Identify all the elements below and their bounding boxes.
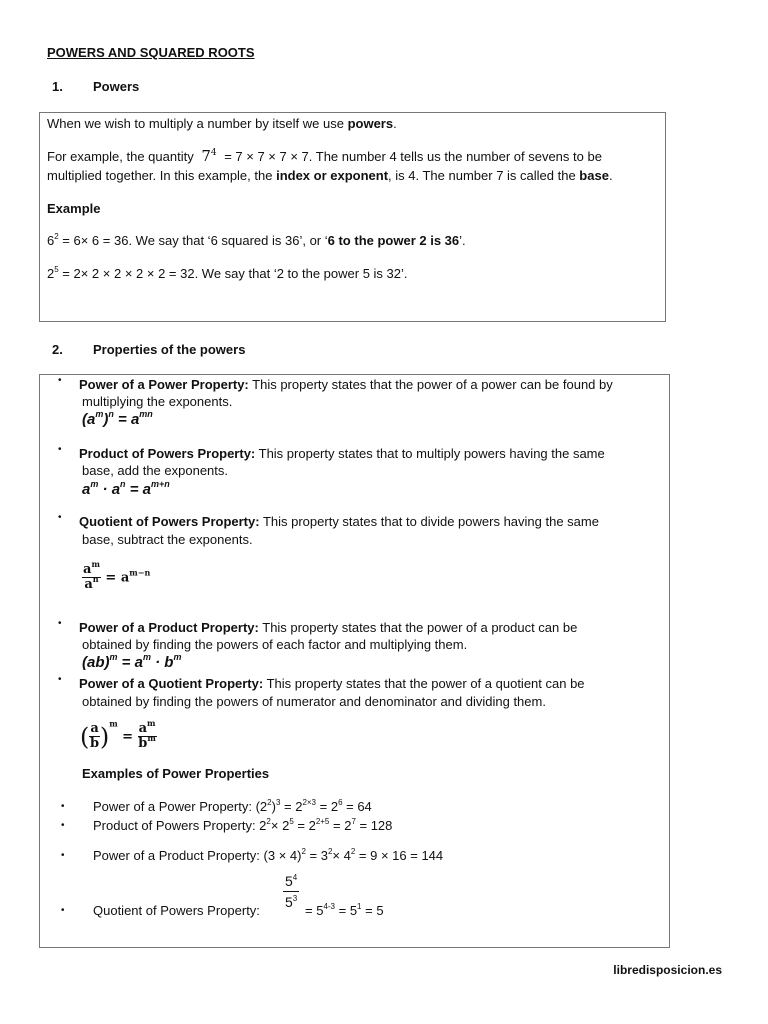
example-power-of-power: Power of a Power Property: $(2^2)^3 = 2^{2\times 3} = 2^6 = 64$ [93, 798, 372, 814]
example-quotient-of-powers-label: Quotient of Powers Property: [93, 903, 260, 918]
property-product-of-powers: Product of Powers Property: This property states that to multiply powers having the same [79, 446, 605, 461]
section-2-label: Properties of the powers [93, 342, 246, 357]
bullet: • [58, 512, 62, 523]
example-six-squared: $6^2 = 6\times 6 = 36$. We say that ‘6 squared is 36’, or ‘6 to the power 2 is 36’. [47, 232, 466, 248]
example-quotient-of-powers-formula: $\frac{5^4}{5^3}$ [285, 873, 298, 911]
property-power-of-product: Power of a Product Property: This property states that the power of a product can be [79, 620, 578, 635]
formula-product-of-powers: $a^m \cdot a^n = a^{m+n}$ [82, 479, 170, 498]
example-power-of-product: Power of a Product Property: $(3 \times 4)^2 = 3^2\times 4^2 = 9 \times 16 = 144$ [93, 847, 444, 863]
bullet: • [58, 444, 62, 455]
section-2-number: 2. [52, 342, 63, 357]
example-product-of-powers: Product of Powers Property: $2^2\times 2^5 = 2^{2+5} = 2^7 = 128$ [93, 817, 393, 833]
property-power-of-power: Power of a Power Property: This property states that the power of a power can be found by [79, 377, 613, 392]
example-quantity-line: For example, the quantity $7^4 = 7 \times 7 \times 7 \times 7$. The number 4 tells us the number of sevens to be [47, 147, 602, 165]
property-product-of-powers-cont: base, add the exponents. [82, 463, 229, 478]
section-1-label: Powers [93, 79, 140, 94]
bullet: • [58, 375, 62, 386]
property-quotient-of-powers-cont: base, subtract the exponents. [82, 532, 253, 547]
formula-power-of-product: $(ab)^m = a^m \cdot b^m$ [82, 652, 182, 671]
property-power-of-quotient: Power of a Quotient Property: This property states that the power of a quotient can be [79, 676, 585, 691]
property-power-of-power-cont: multiplying the exponents. [82, 394, 233, 409]
formula-quotient-of-powers: $\frac{a^m}{a^n}$ = $a^{m-n}$ [83, 559, 151, 593]
bullet: • [58, 618, 62, 629]
example-two-power-five: $2^5 = 2\times 2 \times 2 \times 2 \times 2 = 32$. We say that ‘2 to the power 5 is 32’. [47, 265, 408, 281]
intro-text: When we wish to multiply a number by itself we use powers. [47, 116, 397, 131]
powers-definition-box [39, 112, 666, 322]
formula-power-of-quotient: ( $\frac{a}{b}$ )$^m$ = $\frac{a^m}{b^m}$ [80, 718, 156, 752]
examples-heading: Examples of Power Properties [82, 766, 270, 781]
section-1-number: 1. [52, 79, 63, 94]
example-heading: Example [47, 201, 101, 216]
exponent-explanation-line: multiplied together. In this example, the index or exponent, is 4. The number 7 is called the base. [47, 168, 613, 183]
property-quotient-of-powers: Quotient of Powers Property: This property states that to divide powers having the same [79, 514, 599, 529]
bullet: • [61, 820, 65, 831]
bullet: • [61, 905, 65, 916]
bullet: • [61, 801, 65, 812]
page-title: POWERS AND SQUARED ROOTS [47, 45, 255, 60]
property-power-of-product-cont: obtained by finding the powers of each factor and multiplying them. [82, 637, 468, 652]
example-quotient-of-powers-result: = $5^{4-3} = 5^1 = 5$ [305, 902, 384, 918]
formula-power-of-power: $(a^m)^n = a^{mn}$ [82, 409, 153, 428]
footer-source: libredisposicion.es [613, 963, 722, 977]
bullet: • [58, 674, 62, 685]
bullet: • [61, 850, 65, 861]
property-power-of-quotient-cont: obtained by finding the powers of numerator and denominator and dividing them. [82, 694, 546, 709]
